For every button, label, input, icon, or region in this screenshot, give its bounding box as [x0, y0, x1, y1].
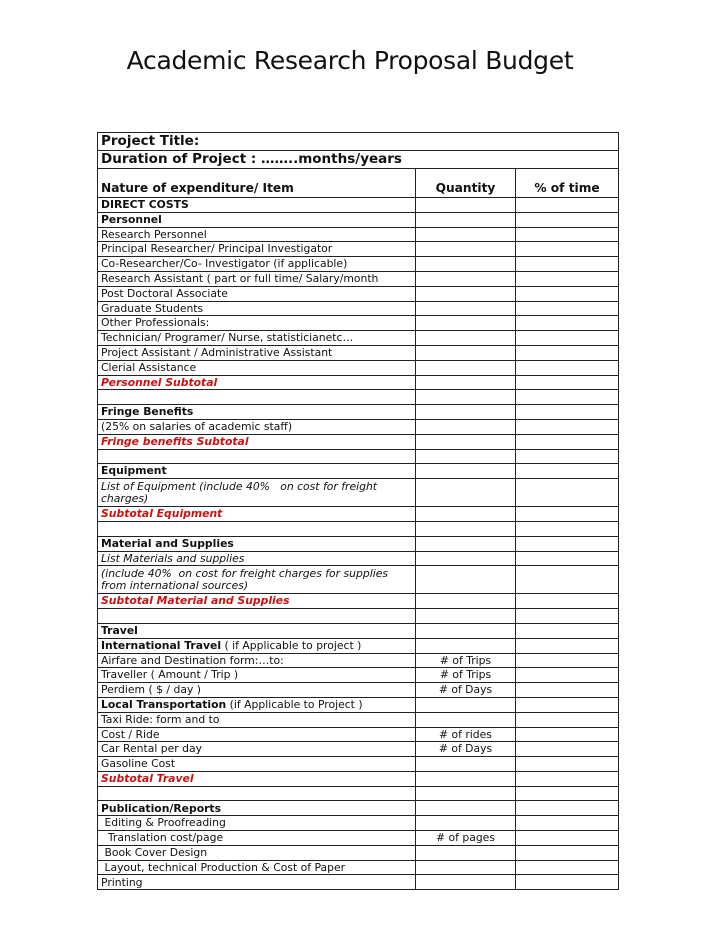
table-row — [98, 521, 619, 536]
item-label: Technician/ Programer/ Nurse, statisticianetc… — [101, 331, 354, 345]
table-row — [98, 697, 619, 712]
quantity-cell[interactable] — [416, 638, 516, 653]
item-cell[interactable] — [98, 360, 416, 375]
item-cell[interactable] — [98, 301, 416, 316]
quantity-cell[interactable] — [416, 479, 516, 507]
percent-time-cell[interactable] — [516, 638, 619, 653]
table-row — [98, 712, 619, 727]
table-row — [98, 551, 619, 566]
percent-time-cell[interactable] — [516, 331, 619, 346]
quantity-cell[interactable] — [416, 212, 516, 227]
percent-time-cell[interactable] — [516, 742, 619, 757]
item-label: Editing & Proofreading — [101, 816, 226, 830]
item-cell[interactable] — [98, 697, 416, 712]
item-cell[interactable] — [98, 727, 416, 742]
item-label: List Materials and supplies — [101, 551, 245, 565]
item-cell[interactable] — [98, 551, 416, 566]
quantity-cell[interactable] — [416, 609, 516, 624]
table-row — [98, 464, 619, 479]
table-row — [98, 419, 619, 434]
table-row — [98, 360, 619, 375]
item-cell[interactable] — [98, 434, 416, 449]
percent-time-cell[interactable] — [516, 623, 619, 638]
quantity-cell[interactable] — [416, 566, 516, 594]
quantity-cell[interactable] — [416, 419, 516, 434]
table-row — [98, 668, 619, 683]
percent-time-cell[interactable] — [516, 536, 619, 551]
quantity-cell[interactable] — [416, 316, 516, 331]
quantity-cell[interactable] — [416, 464, 516, 479]
table-row — [98, 507, 619, 522]
duration-label[interactable]: Duration of Project : ……..months/years — [98, 151, 619, 169]
quantity-cell[interactable] — [416, 623, 516, 638]
table-row — [98, 742, 619, 757]
column-header-item: Nature of expenditure/ Item — [98, 169, 416, 198]
quantity-cell[interactable] — [416, 507, 516, 522]
item-cell[interactable] — [98, 653, 416, 668]
item-label: Equipment — [101, 464, 167, 478]
percent-time-cell[interactable] — [516, 609, 619, 624]
item-cell[interactable] — [98, 375, 416, 390]
percent-time-cell[interactable] — [516, 771, 619, 786]
item-label: DIRECT COSTS — [101, 198, 189, 212]
percent-time-cell[interactable] — [516, 434, 619, 449]
table-row — [98, 566, 619, 594]
quantity-cell[interactable]: # of Days — [416, 683, 516, 698]
item-label: Traveller ( Amount / Trip ) — [101, 668, 239, 682]
percent-time-cell[interactable] — [516, 653, 619, 668]
quantity-cell[interactable] — [416, 536, 516, 551]
item-cell[interactable] — [98, 831, 416, 846]
quantity-cell[interactable] — [416, 801, 516, 816]
item-label: (include 40% on cost for freight charges for supplies from international sources) — [101, 567, 392, 592]
table-row — [98, 536, 619, 551]
percent-time-cell[interactable] — [516, 271, 619, 286]
percent-time-cell[interactable] — [516, 860, 619, 875]
quantity-cell[interactable] — [416, 301, 516, 316]
item-cell[interactable] — [98, 331, 416, 346]
item-note: (if Applicable to Project ) — [226, 698, 363, 711]
quantity-cell[interactable] — [416, 227, 516, 242]
percent-time-cell[interactable] — [516, 479, 619, 507]
item-label: Project Assistant / Administrative Assistant — [101, 346, 333, 360]
item-label: Taxi Ride: form and to — [101, 712, 220, 726]
percent-time-cell[interactable] — [516, 801, 619, 816]
item-cell[interactable] — [98, 390, 416, 405]
percent-time-cell[interactable] — [516, 507, 619, 522]
quantity-cell[interactable] — [416, 405, 516, 420]
item-cell[interactable] — [98, 405, 416, 420]
table-row — [98, 875, 619, 890]
item-cell[interactable] — [98, 668, 416, 683]
percent-time-cell[interactable] — [516, 727, 619, 742]
table-row — [98, 212, 619, 227]
item-label: Research Personnel — [101, 227, 207, 241]
table-row — [98, 479, 619, 507]
percent-time-cell[interactable] — [516, 301, 619, 316]
quantity-cell[interactable] — [416, 331, 516, 346]
budget-table — [97, 132, 619, 890]
item-label: Other Professionals: — [101, 316, 210, 330]
percent-time-cell[interactable] — [516, 786, 619, 801]
item-label: Travel — [101, 624, 138, 638]
table-row — [98, 375, 619, 390]
quantity-cell[interactable]: # of rides — [416, 727, 516, 742]
table-row — [98, 757, 619, 772]
item-label: Airfare and Destination form:…to: — [101, 653, 284, 667]
item-label: Gasoline Cost — [101, 757, 176, 771]
table-row — [98, 801, 619, 816]
percent-time-cell[interactable] — [516, 757, 619, 772]
item-cell[interactable] — [98, 316, 416, 331]
percent-time-cell[interactable] — [516, 345, 619, 360]
table-row — [98, 198, 619, 213]
table-row — [98, 257, 619, 272]
quantity-cell[interactable]: # of Trips — [416, 653, 516, 668]
table-row — [98, 301, 619, 316]
item-label: Clerial Assistance — [101, 360, 197, 374]
quantity-cell[interactable] — [416, 345, 516, 360]
item-cell[interactable] — [98, 521, 416, 536]
quantity-cell[interactable] — [416, 712, 516, 727]
column-header-quantity: Quantity — [416, 169, 516, 198]
item-cell[interactable] — [98, 419, 416, 434]
item-cell[interactable] — [98, 345, 416, 360]
quantity-cell[interactable]: # of Days — [416, 742, 516, 757]
percent-time-cell[interactable] — [516, 594, 619, 609]
quantity-cell[interactable] — [416, 257, 516, 272]
column-header-percent-time: % of time — [516, 169, 619, 198]
percent-time-cell[interactable] — [516, 360, 619, 375]
table-row — [98, 345, 619, 360]
item-label: List of Equipment (include 40% on cost for freight charges) — [101, 480, 381, 505]
item-label: Book Cover Design — [101, 845, 208, 859]
item-cell[interactable] — [98, 683, 416, 698]
item-cell[interactable] — [98, 594, 416, 609]
item-label: International Travel — [101, 638, 222, 652]
item-label: Research Assistant ( part or full time/ Salary/month — [101, 272, 379, 286]
item-label: Subtotal Material and Supplies — [101, 594, 290, 608]
quantity-cell[interactable] — [416, 434, 516, 449]
page-title: Academic Research Proposal Budget — [126, 46, 574, 75]
item-label: Principal Researcher/ Principal Investigator — [101, 242, 333, 256]
item-label: Fringe Benefits — [101, 405, 194, 419]
quantity-cell[interactable] — [416, 816, 516, 831]
item-cell[interactable] — [98, 845, 416, 860]
item-cell[interactable] — [98, 875, 416, 890]
item-note: ( if Applicable to project ) — [221, 638, 362, 652]
quantity-cell[interactable] — [416, 875, 516, 890]
item-cell[interactable] — [98, 464, 416, 479]
table-row — [98, 609, 619, 624]
item-cell[interactable] — [98, 816, 416, 831]
item-cell[interactable] — [98, 507, 416, 522]
item-label: Personnel Subtotal — [101, 375, 218, 389]
item-label: Perdiem ( $ / day ) — [101, 683, 201, 697]
percent-time-cell[interactable] — [516, 227, 619, 242]
percent-time-cell[interactable] — [516, 419, 619, 434]
item-cell[interactable] — [98, 638, 416, 653]
table-row — [98, 594, 619, 609]
budget-table-body — [98, 133, 619, 890]
percent-time-cell[interactable] — [516, 375, 619, 390]
item-label: Material and Supplies — [101, 536, 234, 550]
quantity-cell[interactable] — [416, 286, 516, 301]
column-header-row — [98, 169, 619, 198]
quantity-cell[interactable] — [416, 242, 516, 257]
percent-time-cell[interactable] — [516, 449, 619, 464]
percent-time-cell[interactable] — [516, 683, 619, 698]
percent-time-cell[interactable] — [516, 697, 619, 712]
item-cell[interactable] — [98, 712, 416, 727]
quantity-cell[interactable] — [416, 449, 516, 464]
table-row — [98, 405, 619, 420]
quantity-cell[interactable] — [416, 360, 516, 375]
quantity-cell[interactable]: # of Trips — [416, 668, 516, 683]
percent-time-cell[interactable] — [516, 831, 619, 846]
table-row — [98, 831, 619, 846]
percent-time-cell[interactable] — [516, 712, 619, 727]
item-cell[interactable] — [98, 212, 416, 227]
item-label: Fringe benefits Subtotal — [101, 434, 249, 448]
item-label: Car Rental per day — [101, 742, 203, 756]
item-label: Translation cost/page — [101, 831, 224, 845]
item-label: Subtotal Travel — [101, 771, 194, 785]
quantity-cell[interactable] — [416, 594, 516, 609]
table-row — [98, 434, 619, 449]
item-cell[interactable] — [98, 623, 416, 638]
percent-time-cell[interactable] — [516, 816, 619, 831]
item-cell[interactable] — [98, 227, 416, 242]
item-cell[interactable] — [98, 479, 416, 507]
percent-time-cell[interactable] — [516, 242, 619, 257]
table-row — [98, 331, 619, 346]
quantity-cell[interactable] — [416, 375, 516, 390]
quantity-cell[interactable] — [416, 757, 516, 772]
quantity-cell[interactable] — [416, 271, 516, 286]
quantity-cell[interactable]: # of pages — [416, 831, 516, 846]
quantity-cell[interactable] — [416, 845, 516, 860]
table-row — [98, 845, 619, 860]
table-row — [98, 286, 619, 301]
table-row — [98, 653, 619, 668]
item-label: Post Doctoral Associate — [101, 286, 228, 300]
quantity-cell[interactable] — [416, 521, 516, 536]
item-cell[interactable] — [98, 286, 416, 301]
table-row — [98, 390, 619, 405]
table-row — [98, 271, 619, 286]
percent-time-cell[interactable] — [516, 286, 619, 301]
item-cell[interactable] — [98, 242, 416, 257]
table-row — [98, 623, 619, 638]
item-cell[interactable] — [98, 742, 416, 757]
table-row — [98, 227, 619, 242]
percent-time-cell[interactable] — [516, 390, 619, 405]
table-row — [98, 449, 619, 464]
item-label: Cost / Ride — [101, 727, 160, 741]
duration-row — [98, 151, 619, 169]
quantity-cell[interactable] — [416, 390, 516, 405]
item-cell[interactable] — [98, 860, 416, 875]
table-row — [98, 860, 619, 875]
quantity-cell[interactable] — [416, 771, 516, 786]
percent-time-cell[interactable] — [516, 212, 619, 227]
item-label: Graduate Students — [101, 301, 204, 315]
item-cell[interactable] — [98, 786, 416, 801]
table-row — [98, 786, 619, 801]
item-cell[interactable] — [98, 566, 416, 594]
item-label: Co-Researcher/Co- Investigator (if applicable) — [101, 257, 348, 271]
percent-time-cell[interactable] — [516, 257, 619, 272]
percent-time-cell[interactable] — [516, 668, 619, 683]
table-row — [98, 683, 619, 698]
item-label: Layout, technical Production & Cost of Paper — [101, 860, 346, 874]
percent-time-cell[interactable] — [516, 551, 619, 566]
table-row — [98, 316, 619, 331]
table-row — [98, 242, 619, 257]
item-label: Local Transportation — [101, 698, 227, 711]
item-cell[interactable] — [98, 536, 416, 551]
item-cell[interactable] — [98, 771, 416, 786]
quantity-cell[interactable] — [416, 697, 516, 712]
quantity-cell[interactable] — [416, 860, 516, 875]
item-label: (25% on salaries of academic staff) — [101, 420, 293, 434]
quantity-cell[interactable] — [416, 786, 516, 801]
percent-time-cell[interactable] — [516, 566, 619, 594]
percent-time-cell[interactable] — [516, 405, 619, 420]
item-cell[interactable] — [98, 449, 416, 464]
project-title-label[interactable]: Project Title: — [98, 133, 619, 151]
quantity-cell[interactable] — [416, 551, 516, 566]
table-row — [98, 727, 619, 742]
item-cell[interactable] — [98, 757, 416, 772]
percent-time-cell[interactable] — [516, 875, 619, 890]
item-cell[interactable] — [98, 198, 416, 213]
item-label: Personnel — [101, 212, 162, 226]
project-title-row — [98, 133, 619, 151]
percent-time-cell[interactable] — [516, 316, 619, 331]
percent-time-cell[interactable] — [516, 845, 619, 860]
percent-time-cell[interactable] — [516, 464, 619, 479]
percent-time-cell[interactable] — [516, 198, 619, 213]
item-label: Subtotal Equipment — [101, 507, 223, 521]
table-row — [98, 816, 619, 831]
item-label: Printing — [101, 875, 143, 889]
item-cell[interactable] — [98, 271, 416, 286]
table-row — [98, 638, 619, 653]
table-row — [98, 771, 619, 786]
item-cell[interactable] — [98, 257, 416, 272]
item-cell[interactable] — [98, 801, 416, 816]
percent-time-cell[interactable] — [516, 521, 619, 536]
item-cell[interactable] — [98, 609, 416, 624]
quantity-cell[interactable] — [416, 198, 516, 213]
item-label: Publication/Reports — [101, 801, 222, 815]
